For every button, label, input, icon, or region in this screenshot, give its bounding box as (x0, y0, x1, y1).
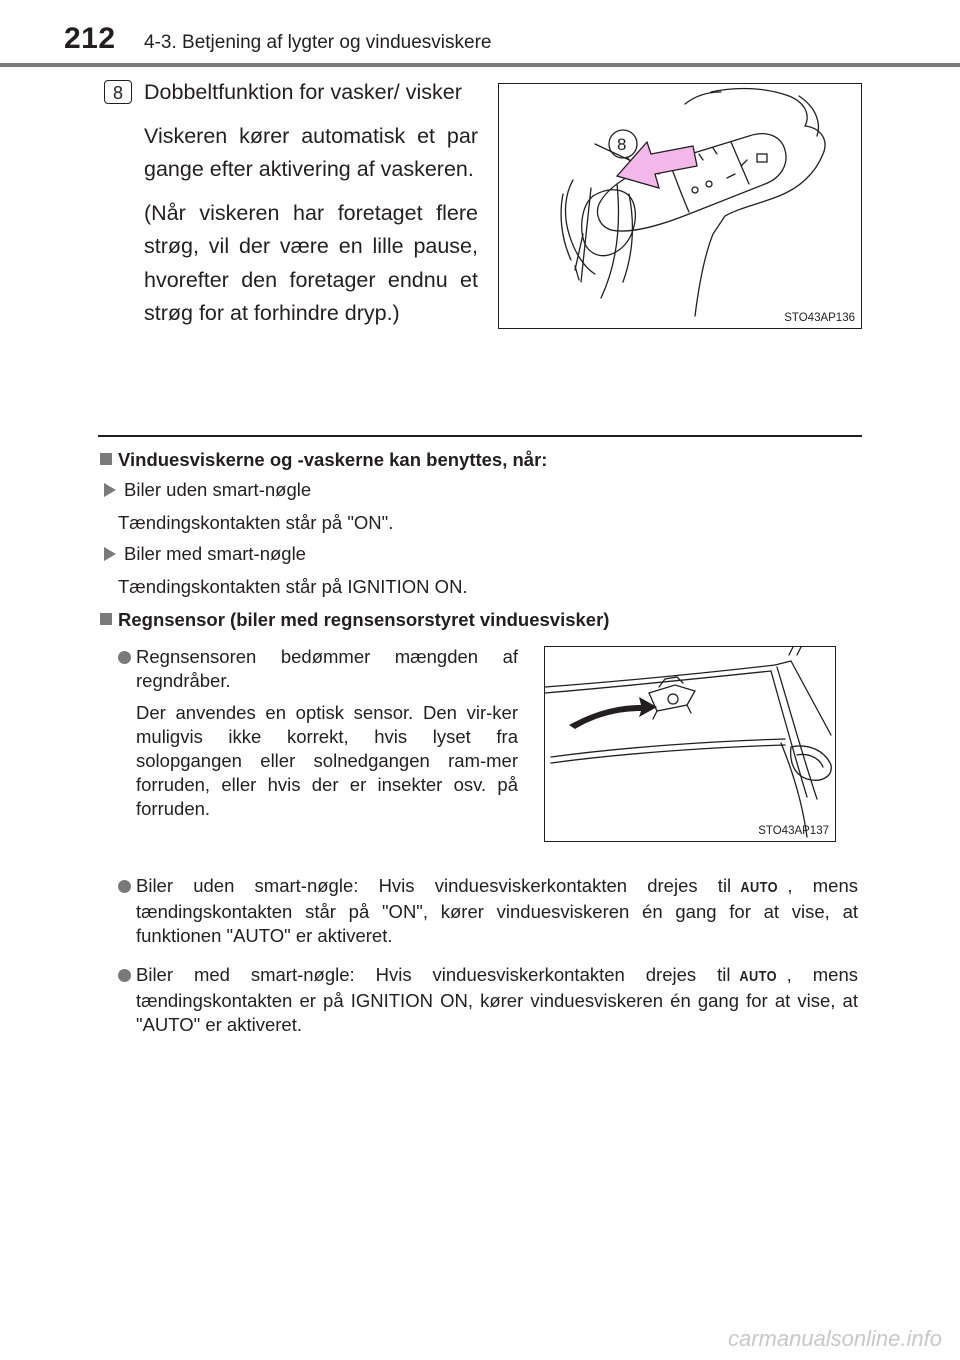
note-text: Biler med smart-nøgle: Hvis vinduesviskerkontakten drejes til (136, 964, 731, 985)
direction-arrow-icon (617, 142, 697, 188)
auto-mode-note-no-smart-key (136, 874, 858, 948)
step-text-block (144, 76, 478, 341)
auto-mode-note-smart-key (136, 963, 858, 1037)
rain-sensor-bullet: Regnsensoren bedømmer mængden af regndråber. (136, 646, 518, 691)
triangle-bullet-icon (104, 547, 116, 561)
triangle-bullet-icon (104, 483, 116, 497)
figure-code: STO43AP137 (758, 825, 829, 837)
circle-bullet-icon (118, 969, 131, 982)
step-note: (Når viskeren har foretaget flere strøg, vil der være en lille pause, hvorefter den foretager endnu et strøg for at forhindre dryp.) (144, 200, 478, 325)
windshield-figure (544, 646, 836, 842)
square-bullet-icon (100, 453, 112, 465)
header-divider (0, 63, 960, 67)
section-divider (98, 435, 862, 437)
step-title: Dobbeltfunktion for vasker/ visker (144, 80, 462, 104)
figure-code: STO43AP136 (784, 312, 855, 324)
step-number-badge: 8 (104, 80, 132, 104)
section-heading-text: Regnsensor (biler med regnsensorstyret vinduesvisker) (118, 609, 610, 630)
condition-item (104, 542, 306, 566)
chapter-title: 4-3. Betjening af lygter og vinduesviskere (144, 32, 492, 53)
condition-label: Biler med smart-nøgle (124, 543, 306, 564)
note-text: Biler uden smart-nøgle: Hvis vinduesviskerkontakten drejes til (136, 875, 732, 896)
section-heading-rain-sensor (100, 609, 609, 631)
condition-text: Tændingskontakten står på IGNITION ON. (118, 576, 468, 597)
note-text: , mens tændingskontakten er på IGNITION ON, kører vinduesviskeren én gang for at vise, at "AUTO" er aktiveret. (136, 964, 858, 1035)
wiper-lever-figure (498, 83, 862, 329)
figure-callout-number: 8 (617, 135, 627, 154)
condition-text: Tændingskontakten står på "ON". (118, 512, 394, 533)
rain-sensor-detail: Der anvendes en optisk sensor. Den vir-ker muligvis ikke korrekt, hvis lyset fra solopgangen eller solnedgangen ram-mer forruden, eller hvis der er insekter osv. på forruden. (136, 702, 518, 819)
circle-bullet-icon (118, 651, 131, 664)
condition-item (104, 478, 311, 502)
rain-sensor-illustration (545, 647, 834, 840)
auto-switch-icon: AUTO (740, 879, 779, 896)
note-text: , mens tændingskontakten står på "ON", kører vinduesviskeren én gang for at vise, at funktionen "AUTO" er aktiveret. (136, 875, 858, 946)
section-heading-usage (100, 449, 547, 471)
watermark: carmanualsonline.info (727, 1326, 942, 1351)
wiper-lever-illustration (499, 84, 860, 327)
step-description: Viskeren kører automatisk et par gange efter aktivering af vaskeren. (144, 123, 478, 181)
page-number: 212 (64, 22, 116, 55)
auto-switch-icon: AUTO (739, 968, 778, 985)
section-heading-text: Vinduesviskerne og -vaskerne kan benyttes, når: (118, 449, 548, 470)
circle-bullet-icon (118, 880, 131, 893)
pointer-arrow-icon (569, 697, 657, 729)
condition-label: Biler uden smart-nøgle (124, 479, 312, 500)
square-bullet-icon (100, 613, 112, 625)
